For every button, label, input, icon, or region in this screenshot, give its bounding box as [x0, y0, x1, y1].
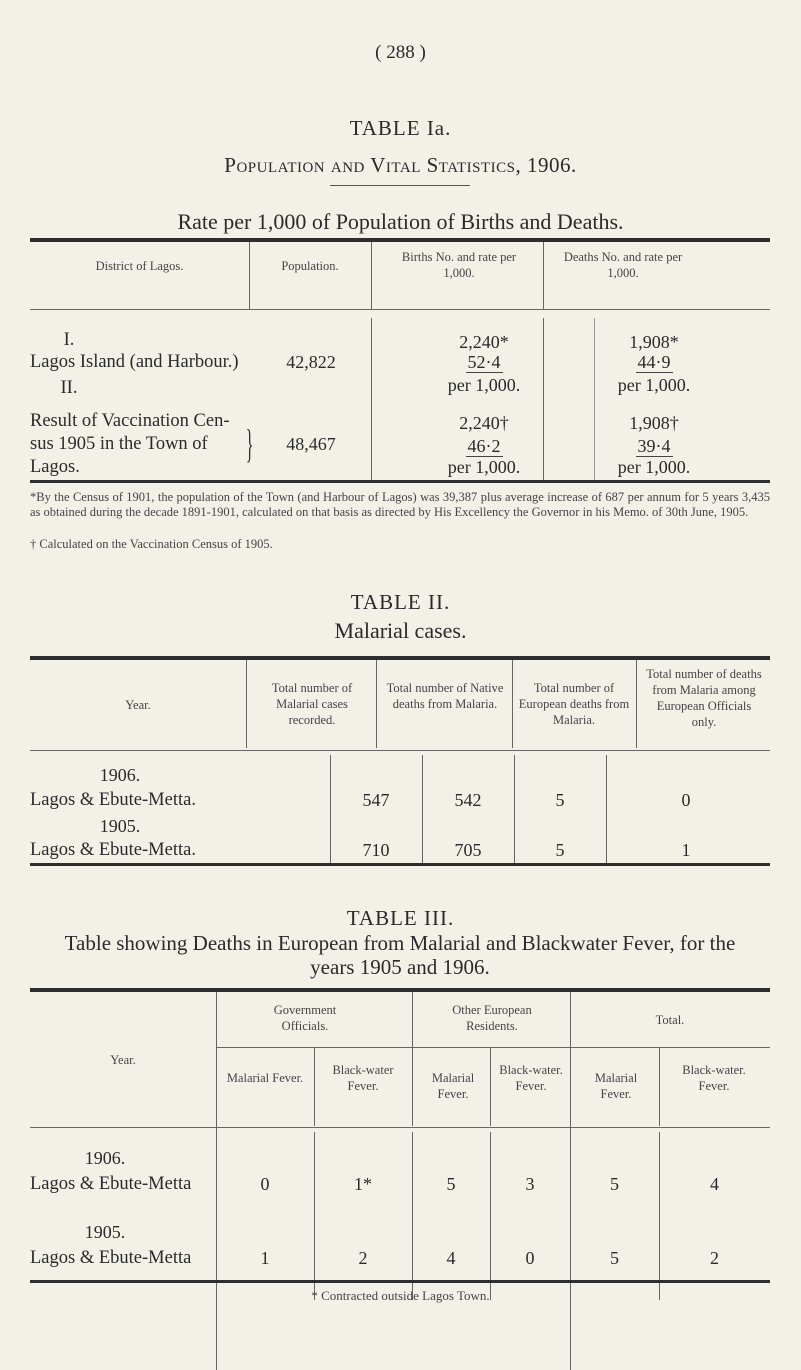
official-deaths: 1: [681, 840, 691, 860]
deaths-unit: per 1,000.: [617, 375, 691, 395]
header-district: District of Lagos.: [95, 259, 184, 273]
table3-bottom-border: [30, 1280, 770, 1283]
native-deaths: 542: [454, 790, 482, 810]
group-rule: [216, 1047, 770, 1048]
year-label: 1906.: [99, 765, 141, 785]
row-numeral: I.: [63, 330, 75, 350]
district-line: Lagos.: [30, 457, 80, 477]
col-divider: [659, 1132, 660, 1300]
gov-malarial: 1: [260, 1248, 270, 1268]
deaths-number: 1,908*: [629, 332, 679, 352]
table2-top-border: [30, 656, 770, 660]
header-official-deaths: Total number of deaths from Malaria among European Officials only.: [646, 667, 762, 729]
table1a-top-border: [30, 238, 770, 242]
col-divider: [490, 1132, 491, 1300]
gov-blackwater: 2: [358, 1248, 368, 1268]
sub-blackwater: Black-water Fever.: [332, 1063, 394, 1093]
total-malarial: 5: [610, 1174, 619, 1194]
header-other-europeans: Other European Residents.: [452, 1003, 532, 1033]
footnote-census: *By the Census of 1901, the population of the Town (and Harbour of Lagos) was 39,387 plus average increase of 687 per annum for 5 years 3,435 as obtained during the decade 1891-1901, calculated on that basis as directed by His Excellency the Governor in his Memo. of 30th June, 1905.: [30, 490, 770, 519]
gov-blackwater: 1*: [354, 1174, 372, 1194]
births-rate: [430, 352, 538, 373]
births-rate-value: 46·2: [467, 436, 501, 456]
european-deaths: 5: [555, 790, 565, 810]
births-rate-value: 52·4: [467, 352, 501, 372]
col-divider: [512, 660, 513, 748]
year-label: 1906.: [84, 1148, 126, 1168]
deaths-rate-value: 44·9: [637, 352, 671, 372]
births-number: 2,240†: [459, 413, 509, 433]
header-births: Births No. and rate per 1,000.: [401, 250, 517, 280]
short-rule: [330, 185, 470, 186]
header-european-deaths: Total number of European deaths from Malaria.: [518, 681, 630, 727]
header-year: Year.: [125, 698, 151, 712]
malarial-cases: 547: [362, 790, 390, 810]
total-blackwater: 2: [710, 1248, 719, 1268]
births-rate: [430, 436, 538, 457]
native-deaths: 705: [454, 840, 482, 860]
header-rule: [30, 1127, 770, 1128]
district-line: sus 1905 in the Town of: [30, 434, 208, 454]
place-label: Lagos & Ebute-Metta.: [30, 790, 196, 810]
col-divider: [543, 242, 544, 309]
table3-footnote: * Contracted outside Lagos Town.: [311, 1288, 490, 1303]
header-population: Population.: [281, 259, 339, 273]
official-deaths: 0: [681, 790, 691, 810]
sub-blackwater: Black-water. Fever.: [499, 1063, 563, 1093]
col-divider: [659, 1047, 660, 1126]
european-deaths: 5: [555, 840, 565, 860]
header-native-deaths: Total number of Native deaths from Malaria.: [386, 681, 504, 711]
deaths-number: 1,908†: [629, 413, 679, 433]
col-divider: [246, 660, 247, 748]
table1a-caption: Rate per 1,000 of Population of Births and Deaths.: [177, 209, 624, 234]
district-name: Lagos Island (and Harbour.): [30, 352, 239, 372]
other-malarial: 5: [446, 1174, 456, 1194]
population-value: 42,822: [286, 352, 336, 372]
gov-malarial: 0: [260, 1174, 270, 1194]
col-divider: [412, 992, 413, 1126]
place-label: Lagos & Ebute-Metta: [30, 1174, 192, 1194]
other-blackwater: 3: [525, 1174, 535, 1194]
total-blackwater: 4: [710, 1174, 719, 1194]
header-deaths: Deaths No. and rate per 1,000.: [563, 250, 683, 280]
sub-malarial: Malarial Fever.: [594, 1071, 638, 1101]
header-total: Total.: [655, 1013, 685, 1027]
header-malarial-cases: Total number of Malarial cases recorded.: [271, 681, 353, 727]
table1a-subtitle: Population and Vital Statistics, 1906.: [224, 153, 577, 177]
sub-malarial: Malarial Fever.: [226, 1071, 304, 1085]
sub-malarial: Malarial Fever.: [431, 1071, 475, 1101]
total-malarial: 5: [610, 1248, 619, 1268]
table1a-bottom-border: [30, 480, 770, 483]
other-malarial: 4: [446, 1248, 456, 1268]
place-label: Lagos & Ebute-Metta: [30, 1248, 192, 1268]
header-rule: [30, 750, 770, 751]
col-divider: [249, 242, 250, 309]
col-divider: [543, 318, 544, 480]
table2-title: TABLE II.: [350, 590, 451, 614]
col-divider: [314, 1132, 315, 1300]
footnote-vaccination: † Calculated on the Vaccination Census of 1905.: [30, 537, 273, 551]
col-divider: [371, 318, 372, 480]
header-rule: [30, 309, 770, 310]
col-divider: [412, 1132, 413, 1300]
year-label: 1905.: [84, 1222, 126, 1242]
row-numeral: II.: [60, 378, 78, 398]
page-number: ( 288 ): [375, 42, 426, 63]
table1a-title: TABLE Ia.: [349, 116, 452, 140]
deaths-rate-value: 39·4: [637, 436, 671, 456]
table3-caption: Table showing Deaths in European from Malarial and Blackwater Fever, for the years 1905 and 1906.: [64, 931, 736, 979]
deaths-rate: [594, 436, 714, 457]
table2-bottom-border: [30, 863, 770, 866]
col-divider: [314, 1047, 315, 1126]
births-unit: per 1,000.: [447, 375, 521, 395]
malarial-cases: 710: [362, 840, 390, 860]
year-label: 1905.: [99, 816, 141, 836]
sub-blackwater: Black-water. Fever.: [682, 1063, 746, 1093]
table2-subtitle: Malarial cases.: [334, 618, 467, 643]
col-divider: [371, 242, 372, 309]
place-label: Lagos & Ebute-Metta.: [30, 840, 196, 860]
col-divider: [490, 1047, 491, 1126]
col-divider: [376, 660, 377, 748]
col-divider: [636, 660, 637, 748]
population-value: 48,467: [286, 434, 336, 454]
deaths-rate: [594, 352, 714, 373]
header-year: Year.: [110, 1053, 136, 1067]
deaths-unit: per 1,000.: [617, 457, 691, 477]
brace-glyph: }: [245, 421, 254, 466]
other-blackwater: 0: [525, 1248, 535, 1268]
births-number: 2,240*: [459, 332, 509, 352]
district-line: Result of Vaccination Cen-: [30, 411, 230, 431]
header-government-officials: Government Officials.: [273, 1003, 337, 1033]
table3-title: TABLE III.: [346, 906, 455, 930]
table3-top-border: [30, 988, 770, 992]
births-unit: per 1,000.: [447, 457, 521, 477]
